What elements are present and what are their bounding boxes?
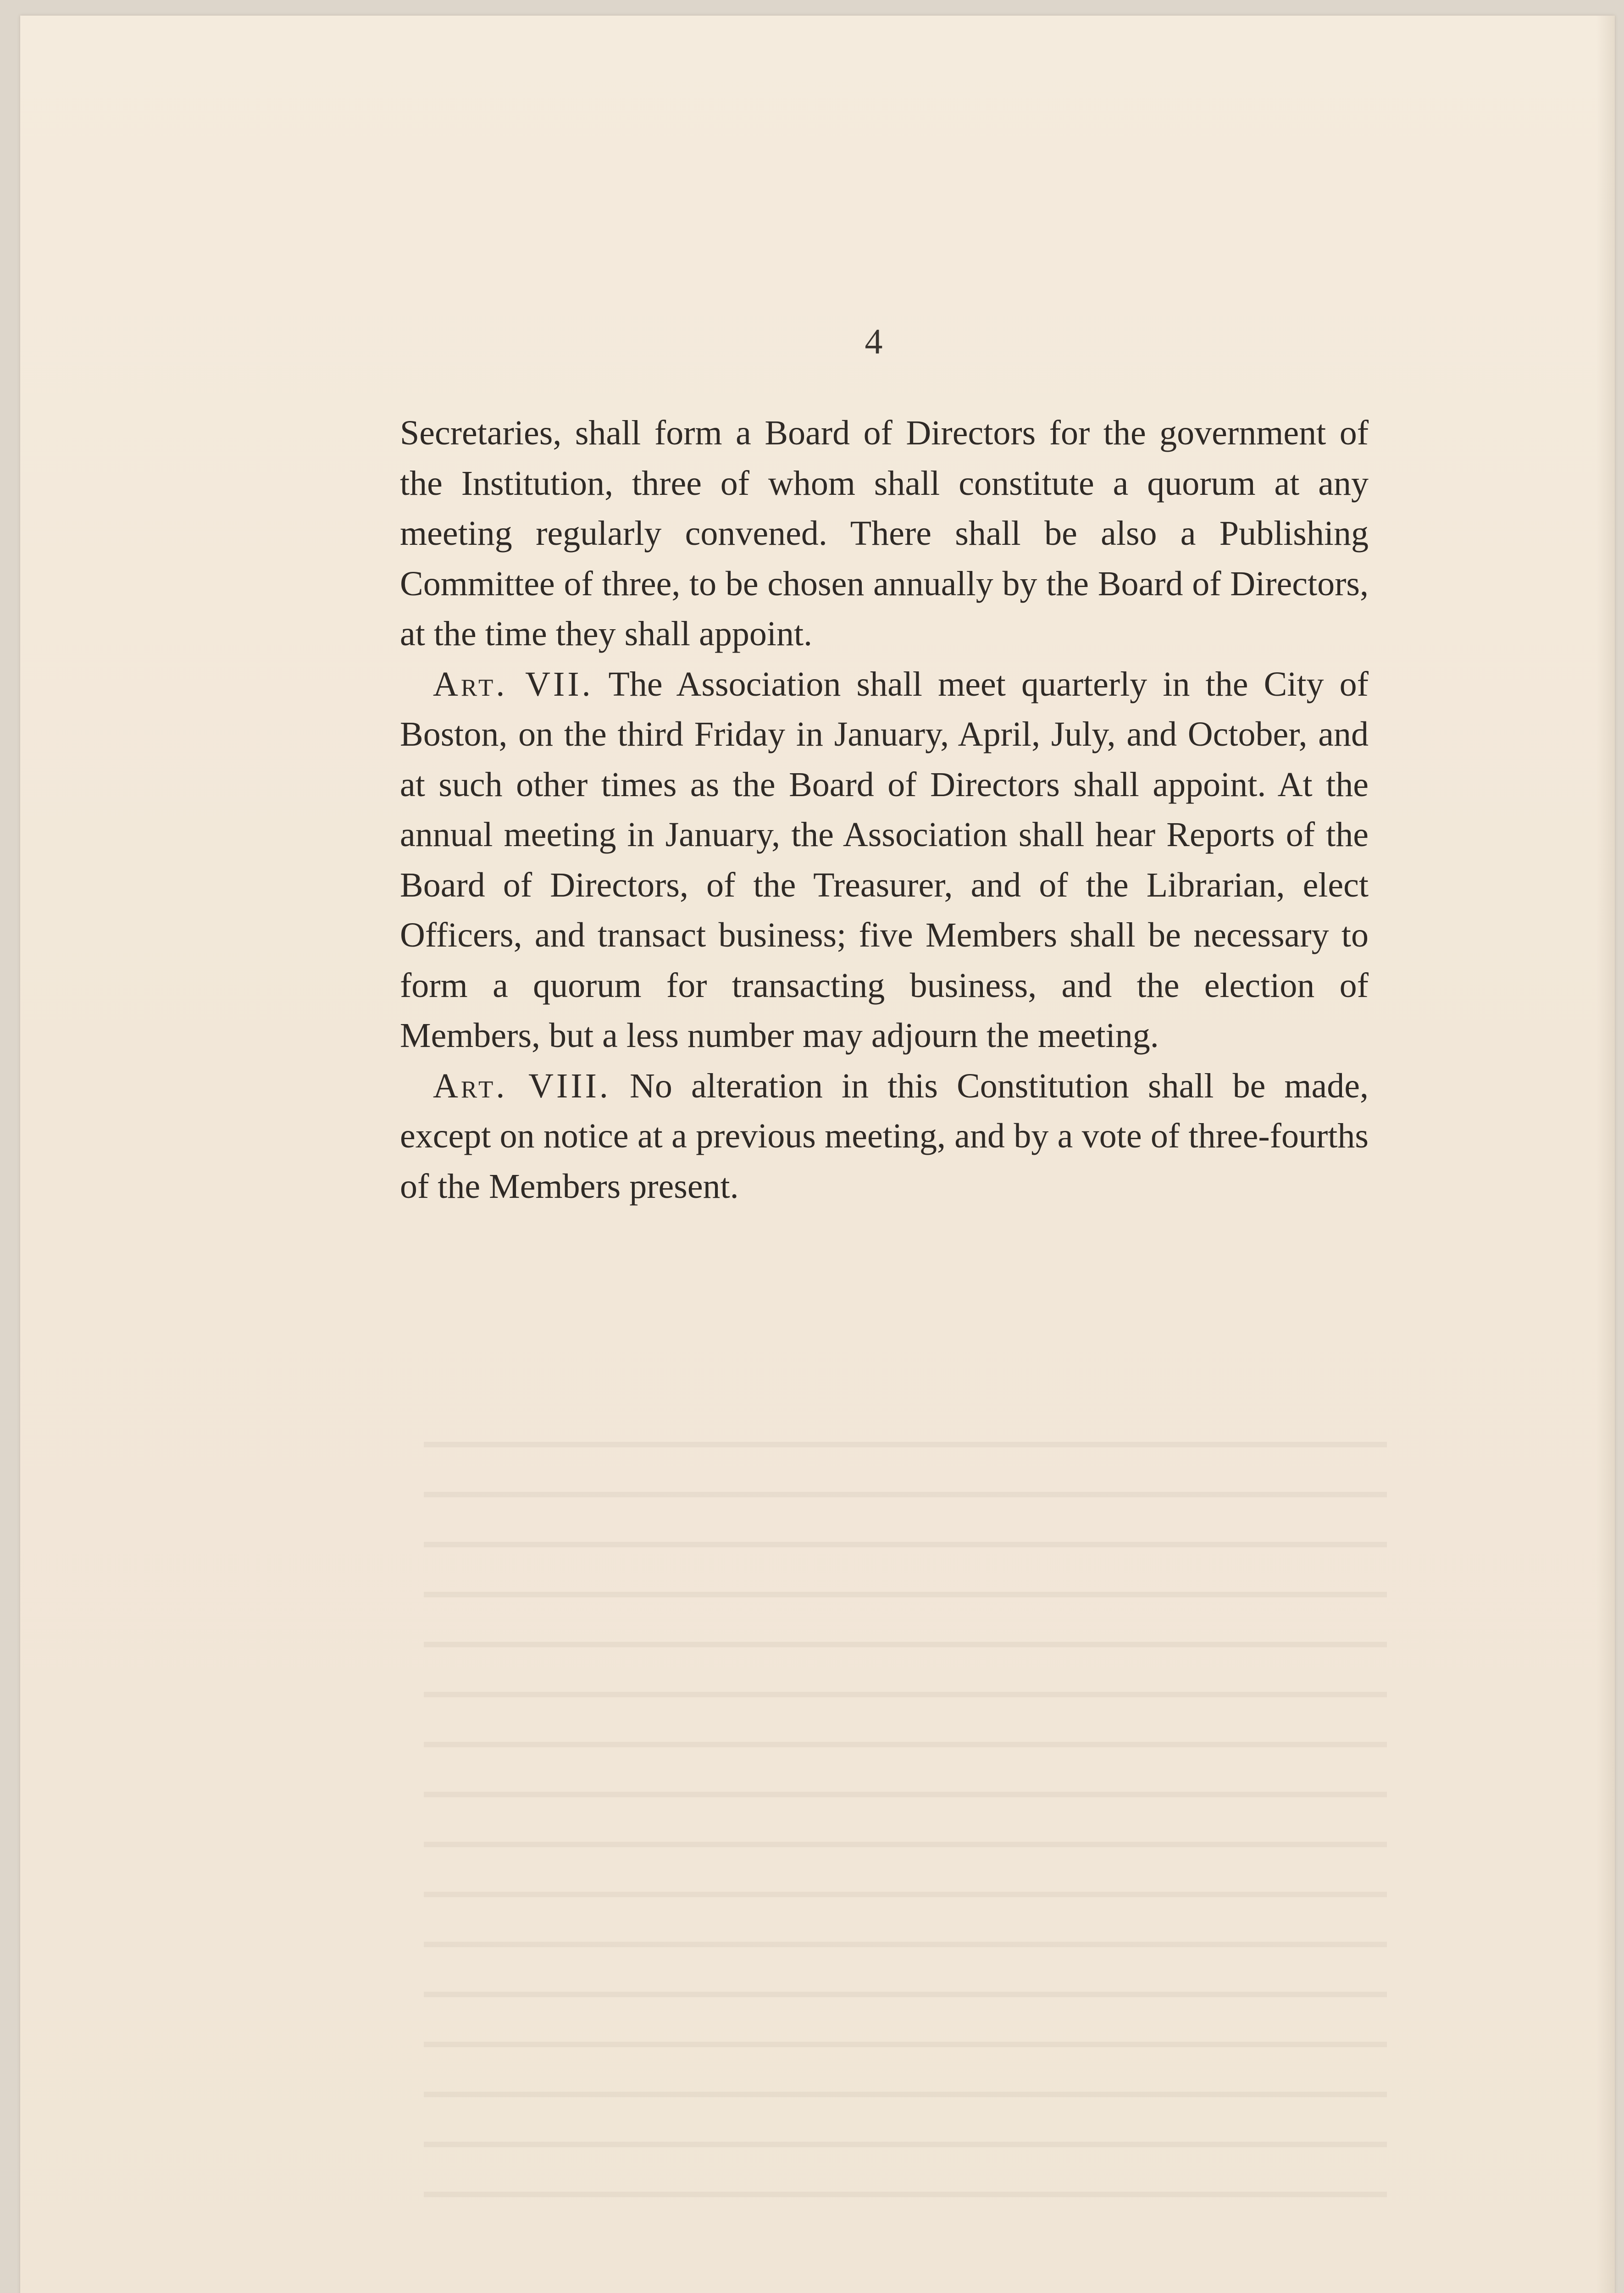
body-text [400, 408, 1369, 1212]
article-label: Art. VII. [433, 665, 593, 703]
paragraph-text: No alteration in this Constitution shall be made, except on notice at a previous meeting, and by a vote of three-fourths of the Members present. [400, 1066, 1369, 1206]
paragraph-text: The Association shall meet quarterly in the City of Boston, on the third Friday in January, April, July, and October, and at such other times as the Board of Directors shall appoint. At the annual meeting in January, the Association shall hear Reports of the Board of Directors, of the Treasurer, and of the Librarian, elect Officers, and transact business; five Members shall be necessary to form a quorum for transacting business, and the election of Members, but a less number may adjourn the meeting. [400, 665, 1369, 1055]
article-vii [400, 659, 1369, 1061]
article-viii [400, 1061, 1369, 1212]
paragraph-continuation [400, 408, 1369, 659]
article-label: Art. VIII. [433, 1066, 611, 1105]
show-through [424, 1414, 1387, 2240]
paragraph-text: Secretaries, shall form a Board of Directors for the government of the Institution, three of whom shall constitute a quorum at any meeting regularly convened. There shall be also a Publishing Committee of three, to be chosen annually by the Board of Directors, at the time they shall appoint. [400, 414, 1369, 653]
page-number: 4 [865, 321, 883, 361]
